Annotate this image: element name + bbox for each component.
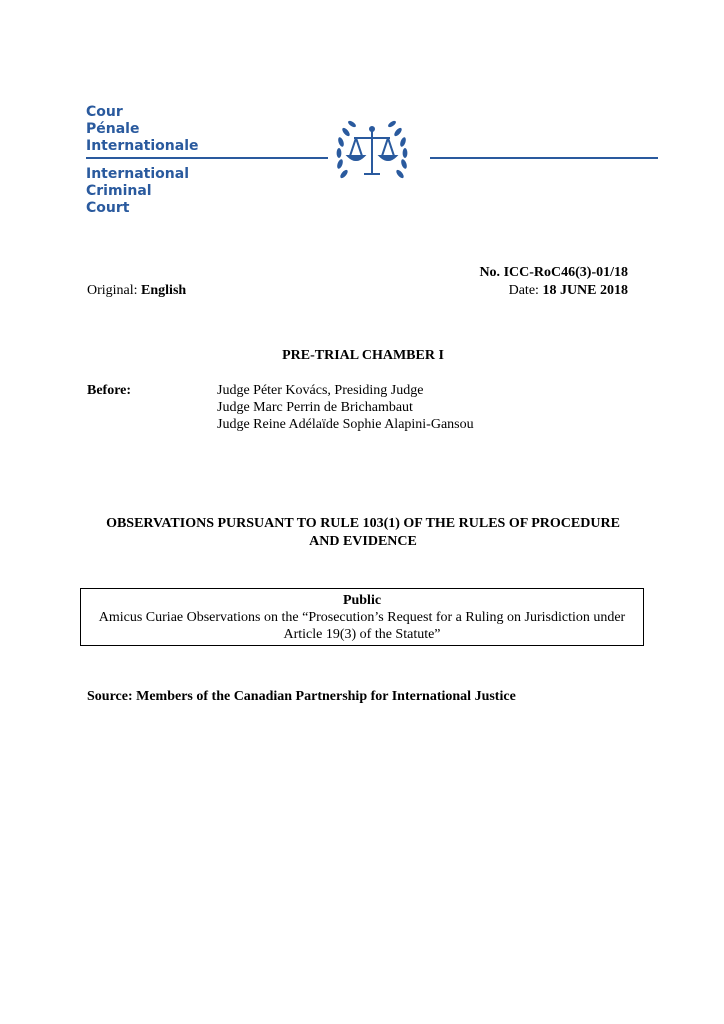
case-number-label: No. (479, 265, 501, 280)
title-line: AND EVIDENCE (309, 534, 417, 549)
original-language (87, 282, 186, 299)
icc-header (80, 98, 660, 214)
judge-item: Judge Péter Kovács, Presiding Judge (217, 383, 424, 398)
logo-line: International (86, 166, 190, 182)
classification-label: Public (342, 593, 382, 608)
title-line: OBSERVATIONS PURSUANT TO RULE 103(1) OF THE RULES OF PROCEDURE (106, 516, 620, 531)
document-date (509, 282, 628, 299)
document-title (80, 515, 646, 551)
source-line (87, 688, 516, 705)
header-divider-right (430, 157, 658, 159)
case-number-value: ICC-RoC46(3)-01/18 (503, 265, 628, 280)
date-value: 18 JUNE 2018 (542, 283, 628, 298)
logo-text-english (86, 166, 189, 217)
logo-line: Court (86, 200, 130, 216)
classification-box (80, 588, 644, 646)
description-line: Amicus Curiae Observations on the “Prosecution’s Request for a Ruling on Jurisdiction under (98, 610, 626, 625)
before-label: Before: (87, 383, 132, 398)
chamber-heading: PRE-TRIAL CHAMBER I (282, 348, 444, 363)
source-value: Members of the Canadian Partnership for International Justice (136, 689, 516, 704)
description-line: Article 19(3) of the Statute” (283, 627, 441, 642)
logo-line: Cour (86, 104, 123, 120)
logo-text-french (86, 104, 199, 155)
date-label: Date: (508, 283, 539, 298)
logo-line: Criminal (86, 183, 152, 199)
scales-of-justice-emblem-icon (330, 112, 414, 196)
logo-line: Internationale (86, 138, 199, 154)
original-value: English (141, 283, 187, 298)
source-label: Source: (87, 689, 133, 704)
judge-item: Judge Marc Perrin de Brichambaut (217, 400, 413, 415)
original-label: Original: (87, 283, 138, 298)
header-divider-left (86, 157, 328, 159)
judge-list (217, 382, 474, 433)
logo-line: Pénale (86, 121, 140, 137)
case-number (479, 264, 628, 281)
judge-item: Judge Reine Adélaïde Sophie Alapini-Gansou (217, 417, 474, 432)
